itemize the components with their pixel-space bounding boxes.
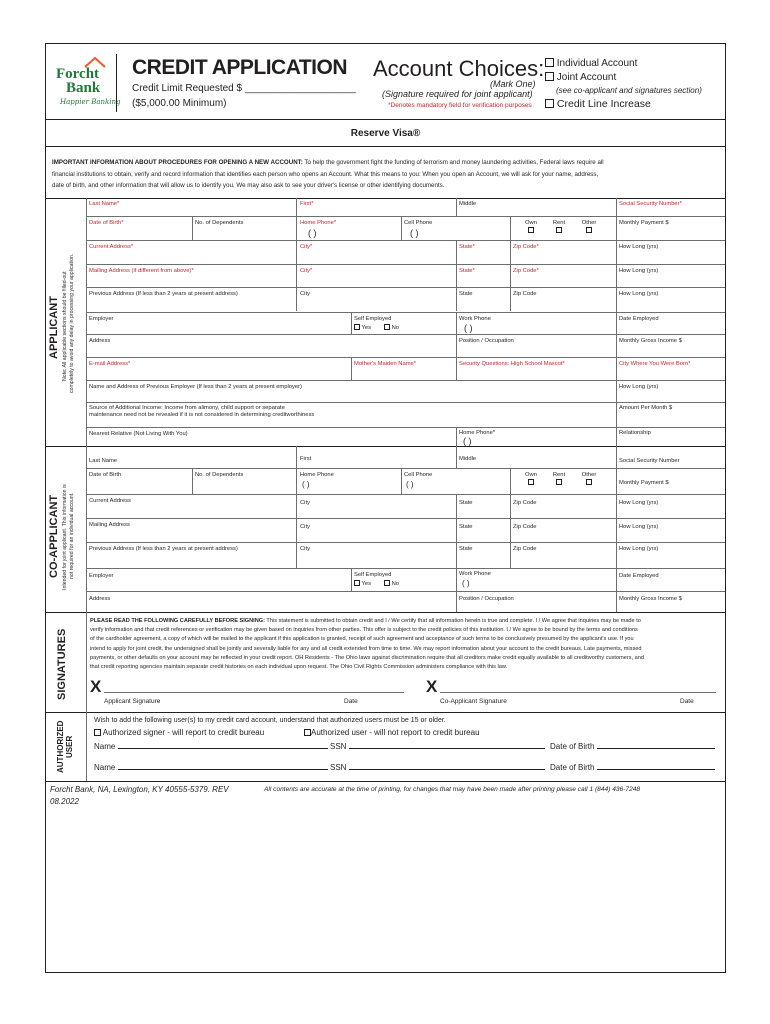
joint-account-label: Joint Account [556, 72, 617, 83]
authorized-user-2-dob[interactable]: Date of Birth [550, 763, 715, 772]
applicant-employer-address-field[interactable]: Address [89, 338, 111, 344]
applicant-last-name-field[interactable]: Last Name* [89, 201, 120, 207]
applicant-side-label: APPLICANT [48, 296, 60, 360]
forcht-bank-logo [54, 58, 121, 110]
applicant-previous-employer-field[interactable]: Name and Address of Previous Employer (If less than 2 years at present employer) [89, 384, 302, 390]
coapplicant-signature-line[interactable] [440, 692, 716, 693]
coapplicant-mailing-zip-field[interactable]: Zip Code [513, 524, 537, 530]
coapplicant-city-field[interactable]: City [300, 500, 310, 506]
joint-account-checkbox[interactable] [545, 72, 554, 81]
coapplicant-previous-how-long-field[interactable]: How Long (yrs) [619, 546, 659, 552]
authorized-user-1-ssn[interactable]: SSN [330, 742, 545, 751]
important-heading: IMPORTANT INFORMATION ABOUT PROCEDURES FOR OPENING A NEW ACCOUNT: [52, 159, 303, 166]
coapplicant-first-name-field[interactable]: First [300, 456, 312, 462]
coapplicant-signature-label: Co-Applicant Signature [440, 698, 507, 705]
joint-account-option[interactable] [545, 72, 616, 83]
coapplicant-cell-phone-field[interactable]: Cell Phone [404, 472, 433, 478]
coapplicant-side-note-1: Intended for joint applicant. This information is [62, 484, 68, 590]
individual-account-label: Individual Account [556, 58, 638, 69]
applicant-current-address-field[interactable]: Current Address* [89, 244, 134, 250]
applicant-nearest-relative-field[interactable]: Nearest Relative (Not Living With You) [89, 431, 188, 437]
mark-one-note: (Mark One) [490, 79, 536, 89]
coapplicant-date-employed-field[interactable]: Date Employed [619, 573, 659, 579]
logo-bank-text: Bank [66, 80, 101, 96]
applicant-dob-field[interactable]: Date of Birth* [89, 220, 124, 226]
applicant-signature-x: X [90, 677, 102, 696]
applicant-mailing-zip-field[interactable]: Zip Code* [513, 268, 539, 274]
applicant-ssn-field[interactable]: Social Security Number* [619, 201, 682, 207]
signatures-side-label: SIGNATURES [56, 628, 68, 700]
footer-revision: 08.2022 [50, 797, 79, 806]
coapplicant-state-field[interactable]: State [459, 500, 473, 506]
applicant-maiden-name-field[interactable]: Mother's Maiden Name* [354, 361, 416, 367]
credit-application-form [45, 43, 726, 973]
applicant-how-long-field[interactable]: How Long (yrs) [619, 244, 659, 250]
applicant-relative-phone-field[interactable]: Home Phone* [459, 430, 496, 436]
applicant-mailing-address-field[interactable]: Mailing Address (if different from above)* [89, 268, 194, 274]
authorized-user-section [46, 712, 725, 781]
coapplicant-date-label: Date [680, 698, 694, 705]
coapplicant-position-field[interactable]: Position / Occupation [459, 596, 514, 602]
applicant-previous-address-field[interactable]: Previous Address (If less than 2 years at present address) [89, 291, 238, 297]
credit-line-increase-option[interactable] [545, 98, 651, 110]
applicant-rent-option[interactable]: Rent [552, 220, 566, 235]
coapplicant-side-note-2: not required for an individual account. [69, 492, 75, 580]
coapplicant-how-long-field[interactable]: How Long (yrs) [619, 500, 659, 506]
applicant-section: APPLICANT Note: All applicable sections should be filled-out completely to avoid any delay in processing your application. Last Name* First* Middle Social Security Number* Date of Birth* No. of Dependents Home Phone* ( ) Cell Phone ( ) Own Rent Other Monthly Payment $ Current Address* City* State* Zip Code* How Long (yrs) Mailing Address (if different from above)* City* State* Zip Code* How Long (yrs) Previous Address (If less than 2 years at present address) City State Zip Code How Long (yrs) Employer Self Employed Yes No Work Phone ( ) Date Employed Address Position / Occupation Monthly Gross Income $ E-mail Address* Mother's Maiden Name* Security Questions: High School Mascot* City Where You Were Born* Name and Address of Previous Employer (If less than 2 years at present employer) How Long (yrs) Source of Additional Income: Income from alimony, child support or separate maintenance need not be revealed if it is not considered in determining creditworthiness Amount Per Month $ Nearest Relative (Not Living With You) Home Phone* ( ) Relationship [46, 198, 725, 446]
coapplicant-employer-address-field[interactable]: Address [89, 596, 111, 602]
applicant-relationship-field[interactable]: Relationship [619, 430, 651, 436]
coapplicant-mailing-address-field[interactable]: Mailing Address [89, 522, 130, 528]
individual-account-option[interactable] [545, 58, 637, 69]
coapplicant-monthly-payment-field[interactable]: Monthly Payment $ [619, 480, 669, 486]
applicant-city-born-field[interactable]: City Where You Were Born* [619, 361, 691, 367]
coapplicant-dob-field[interactable]: Date of Birth [89, 472, 122, 478]
applicant-security-question-field[interactable]: Security Questions: High School Mascot* [459, 361, 565, 367]
product-name: Reserve Visa® [350, 128, 421, 139]
coapplicant-home-phone-field[interactable]: Home Phone [300, 472, 334, 478]
applicant-previous-employer-how-long[interactable]: How Long (yrs) [619, 384, 659, 390]
coapplicant-self-employed-yes[interactable]: Yes [354, 580, 371, 588]
coapplicant-current-address-field[interactable]: Current Address [89, 498, 131, 504]
coapplicant-previous-city-field[interactable]: City [300, 546, 310, 552]
applicant-home-phone-field[interactable]: Home Phone* [300, 220, 337, 226]
coapplicant-previous-address-field[interactable]: Previous Address (If less than 2 years at present address) [89, 546, 238, 552]
coapplicant-mailing-city-field[interactable]: City [300, 524, 310, 530]
authorized-user-side-label: AUTHORIZED USER [56, 720, 74, 774]
applicant-previous-city-field[interactable]: City [300, 291, 310, 297]
applicant-previous-zip-field[interactable]: Zip Code [513, 291, 537, 297]
applicant-self-employed-label: Self Employed [354, 316, 392, 322]
applicant-previous-state-field[interactable]: State [459, 291, 473, 297]
coapplicant-self-employed-no[interactable]: No [384, 580, 399, 588]
account-choices-title: Account Choices: [373, 56, 545, 81]
coapplicant-previous-zip-field[interactable]: Zip Code [513, 546, 537, 552]
signatures-section [46, 612, 725, 712]
coapplicant-zip-field[interactable]: Zip Code [513, 500, 537, 506]
footer-note: All contents are accurate at the time of printing, for changes that may have been made after printing please call 1 (844) 436-7248 [264, 786, 641, 793]
applicant-own-option[interactable]: Own [524, 220, 538, 235]
coapplicant-section: CO-APPLICANT Intended for joint applicant. This information is not required for an individual account. Last Name First Middle Social Security Number Date of Birth No. of Dependents Home Phone ( ) Cell Phone ( ) Own Rent Other Monthly Payment $ Current Address City State Zip Code How Long (yrs) Mailing Address City State Zip Code How Long (yrs) Previous Address (If less than 2 years at present address) City State Zip Code How Long (yrs) Employer Self Employed Yes No Work Phone ( ) Date Employed Address Position / Occupation Monthly Gross Income $ [46, 446, 725, 612]
signature-required-note: (Signature required for joint applicant) [382, 89, 533, 99]
coapplicant-ssn-field[interactable]: Social Security Number [619, 458, 680, 464]
coapplicant-own-option[interactable]: Own [524, 472, 538, 487]
joint-account-note: (see co-applicant and signatures section) [556, 86, 702, 95]
coapplicant-mailing-state-field[interactable]: State [459, 524, 473, 530]
important-information: IMPORTANT INFORMATION ABOUT PROCEDURES FOR OPENING A NEW ACCOUNT: To help the government fight the funding of terrorism and money laundering activities, Federal laws require all financial institutions to obtain, verify and record information that identifies each person who opens an Account. What this means to you: When you open an Account, we will ask for your name, address, date of birth, and other information that will allow us to identify you. We may also ask to see your driver's license or other identifying documents. [52, 159, 604, 189]
authorized-user-intro: Wish to add the following user(s) to my credit card account, understand that authorized users must be 15 or older. [94, 717, 446, 724]
coapplicant-middle-name-field[interactable]: Middle [459, 456, 477, 462]
applicant-self-employed-yes[interactable]: Yes [354, 324, 371, 332]
applicant-self-employed-no[interactable]: No [384, 324, 399, 332]
applicant-side-note-2: completely to avoid any delay in processing your application. [69, 253, 75, 393]
applicant-mailing-how-long-field[interactable]: How Long (yrs) [619, 268, 659, 274]
authorized-user-option[interactable]: Authorized user - will not report to credit bureau [304, 728, 480, 737]
applicant-monthly-payment-field[interactable]: Monthly Payment $ [619, 220, 669, 226]
credit-limit-field[interactable]: Credit Limit Requested $ ____________________ [132, 83, 357, 94]
coapplicant-monthly-income-field[interactable]: Monthly Gross Income $ [619, 596, 682, 602]
applicant-signature-line[interactable] [104, 692, 404, 693]
applicant-dependents-field[interactable]: No. of Dependents [195, 220, 244, 226]
coapplicant-mailing-how-long-field[interactable]: How Long (yrs) [619, 524, 659, 530]
coapplicant-self-employed-label: Self Employed [354, 572, 392, 578]
applicant-work-phone-field[interactable]: Work Phone [459, 316, 491, 322]
credit-line-increase-checkbox[interactable] [545, 99, 554, 108]
applicant-position-field[interactable]: Position / Occupation [459, 338, 514, 344]
mandatory-note: *Denotes mandatory field for verification purposes [388, 102, 532, 109]
applicant-side-note-1: Note: All applicable sections should be filled-out [62, 271, 68, 381]
authorized-signer-option[interactable]: Authorized signer - will report to credit bureau [94, 728, 264, 737]
applicant-signature-label: Applicant Signature [104, 698, 161, 705]
authorized-user-2-name[interactable]: Name [94, 763, 328, 772]
applicant-mailing-city-field[interactable]: City* [300, 268, 313, 274]
authorized-user-2-ssn[interactable]: SSN [330, 763, 545, 772]
applicant-first-name-field[interactable]: First* [300, 201, 314, 207]
page-title: CREDIT APPLICATION [132, 56, 347, 79]
applicant-amount-per-month-field[interactable]: Amount Per Month $ [619, 405, 673, 411]
applicant-monthly-income-field[interactable]: Monthly Gross Income $ [619, 338, 682, 344]
coapplicant-last-name-field[interactable]: Last Name [89, 458, 118, 464]
coapplicant-signature-x: X [426, 677, 438, 696]
applicant-cell-phone-field[interactable]: Cell Phone [404, 220, 433, 226]
logo-forcht-text: Forcht [56, 66, 100, 82]
coapplicant-side-label: CO-APPLICANT [48, 494, 60, 578]
applicant-city-field[interactable]: City* [300, 244, 313, 250]
authorized-user-1-name[interactable]: Name [94, 742, 328, 751]
logo-tagline: Happier Banking [60, 98, 121, 106]
coapplicant-other-option[interactable]: Other [581, 472, 597, 487]
applicant-previous-how-long-field[interactable]: How Long (yrs) [619, 291, 659, 297]
coapplicant-dependents-field[interactable]: No. of Dependents [195, 472, 244, 478]
signing-statement: PLEASE READ THE FOLLOWING CAREFULLY BEFORE SIGNING: This statement is submitted to obtain credit and I / We certify that all information herein is true and complete. I / We agree that inquiries may be made to verify information and that credit references or verification may be given based on inquiries from other parties. This offer is subject to the credit policies of this institution. I / We agree to be bound by the terms and conditions of the cardholder agreement, a copy of which will be mailed to the applicant if this application is granted, receipt of such agreement and acceptance of such terms to be conclusively presumed by the applicant's use. If you intend to apply for joint credit, the undersigned shall be jointly and severally liable for any and all credit extended from time to time. We may report information about your account to the credit bureaus. Late payments, missed payments, or other defaults on your account may be reflected in your credit report. OH Residents - The Ohio laws against discrimination require that all creditors make credit equally available to all creditworthy customers, and that credit reporting agencies maintain separate credit histories on each individual upon request. The Ohio Civil Rights Commission administers compliance with this law. [90, 618, 644, 671]
coapplicant-work-phone-field[interactable]: Work Phone [459, 571, 491, 577]
individual-account-checkbox[interactable] [545, 58, 554, 67]
authorized-user-1-dob[interactable]: Date of Birth [550, 742, 715, 751]
credit-limit-minimum: ($5,000.00 Minimum) [132, 98, 227, 109]
applicant-zip-field[interactable]: Zip Code* [513, 244, 539, 250]
applicant-other-option[interactable]: Other [581, 220, 597, 235]
coapplicant-previous-state-field[interactable]: State [459, 546, 473, 552]
applicant-date-employed-field[interactable]: Date Employed [619, 316, 659, 322]
footer-address: Forcht Bank, NA, Lexington, KY 40555-5379. REV [50, 785, 229, 794]
applicant-state-field[interactable]: State* [459, 244, 475, 250]
applicant-email-field[interactable]: E-mail Address* [89, 361, 131, 367]
applicant-middle-name-field[interactable]: Middle [459, 201, 477, 207]
coapplicant-employer-field[interactable]: Employer [89, 573, 114, 579]
applicant-other-income-field[interactable]: Source of Additional Income: Income from alimony, child support or separate maintenance need not be revealed if it is not considered in determining creditworthiness [89, 405, 315, 418]
applicant-employer-field[interactable]: Employer [89, 316, 114, 322]
credit-line-increase-label: Credit Line Increase [556, 98, 651, 110]
applicant-mailing-state-field[interactable]: State* [459, 268, 475, 274]
coapplicant-rent-option[interactable]: Rent [552, 472, 566, 487]
applicant-date-label: Date [344, 698, 358, 705]
